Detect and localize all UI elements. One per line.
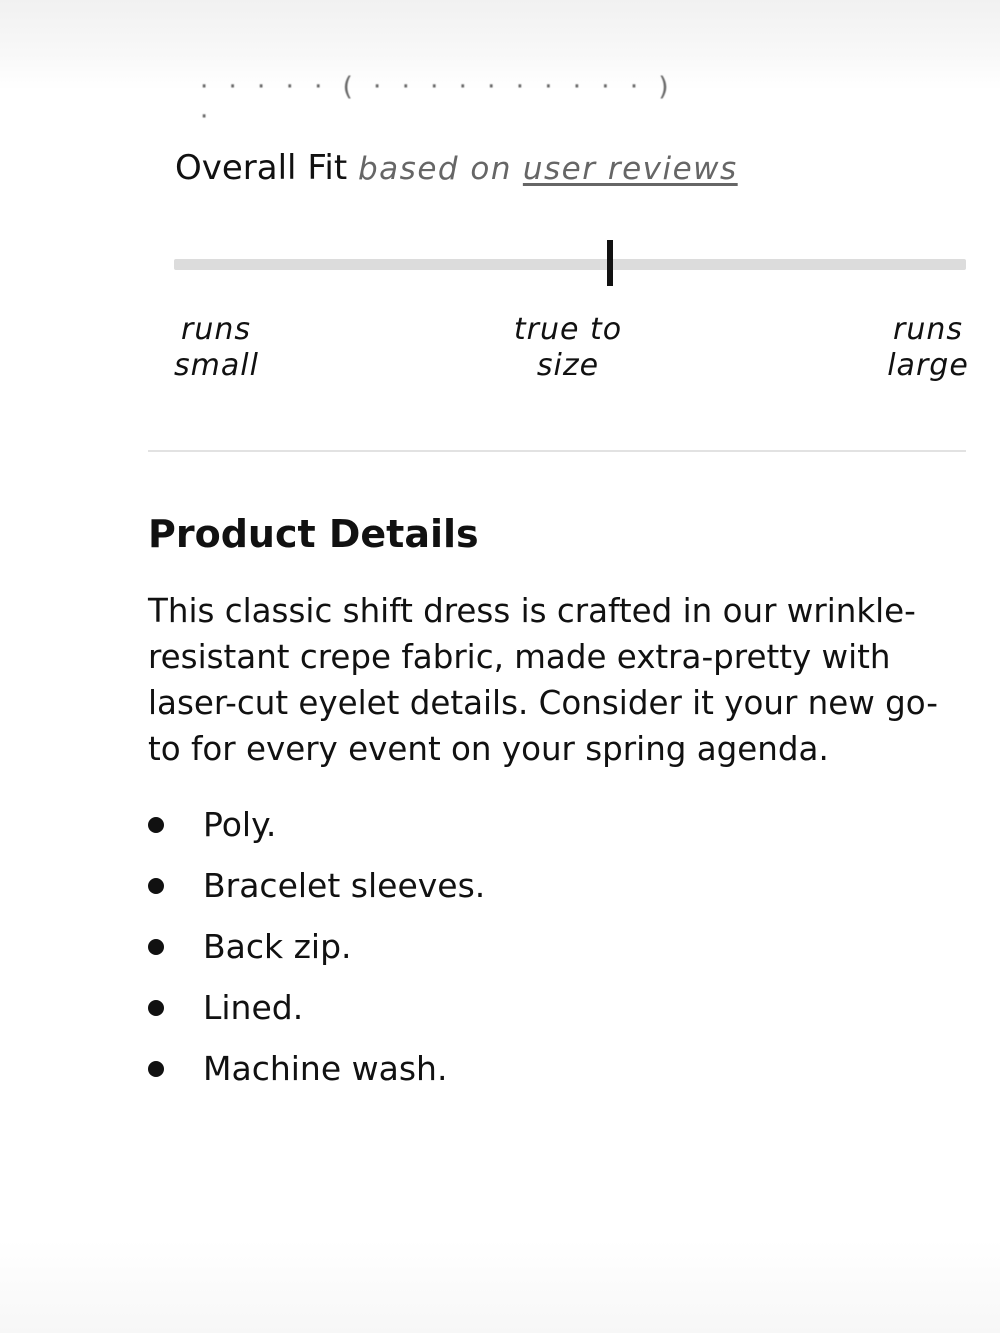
- overall-fit-title: Overall Fit: [175, 148, 348, 188]
- feature-text: Machine wash.: [203, 1049, 448, 1088]
- fit-label-true-to-size-line1: true to: [513, 312, 623, 347]
- fit-label-runs-small-line2: small: [174, 348, 259, 383]
- fit-label-runs-small: [174, 312, 258, 384]
- feature-list-item: [148, 1044, 485, 1105]
- fit-scale-track: [174, 259, 966, 270]
- bottom-fade-overlay: [0, 1240, 1000, 1333]
- fit-scale-marker: [607, 240, 613, 286]
- feature-list-item: [148, 922, 485, 983]
- product-description: This classic shift dress is crafted in our wrinkle-resistant crepe fabric, made extra-pretty with laser-cut eyelet details. Consider it your new go-to for every event on your spring agenda.: [148, 592, 938, 768]
- fit-label-runs-large-line2: large: [887, 348, 969, 383]
- feature-list-item: [148, 800, 485, 861]
- feature-list-item: [148, 861, 485, 922]
- product-features-list: [148, 800, 485, 1105]
- fit-label-runs-large: [884, 312, 972, 384]
- overall-fit-subtitle: based on: [358, 151, 513, 187]
- product-details-heading: Product Details: [148, 512, 479, 556]
- section-divider: [148, 450, 966, 452]
- bullet-icon: [148, 817, 164, 833]
- fit-label-runs-large-line1: runs: [893, 312, 963, 347]
- fit-label-runs-small-line1: runs: [181, 312, 251, 347]
- feature-text: Poly.: [203, 805, 277, 844]
- feature-text: Back zip.: [203, 927, 352, 966]
- feature-list-item: [148, 983, 485, 1044]
- bullet-icon: [148, 1061, 164, 1077]
- bullet-icon: [148, 1000, 164, 1016]
- feature-text: Lined.: [203, 988, 304, 1027]
- fit-label-true-to-size: [503, 312, 633, 384]
- feature-text: Bracelet sleeves.: [203, 866, 486, 905]
- bullet-icon: [148, 939, 164, 955]
- user-reviews-link[interactable]: user reviews: [522, 151, 738, 187]
- fit-label-true-to-size-line2: size: [536, 348, 600, 383]
- clipped-previous-content: · · · · · ( · · · · · · · · · · ) ·: [200, 72, 675, 132]
- bullet-icon: [148, 878, 164, 894]
- overall-fit-header: [175, 148, 738, 188]
